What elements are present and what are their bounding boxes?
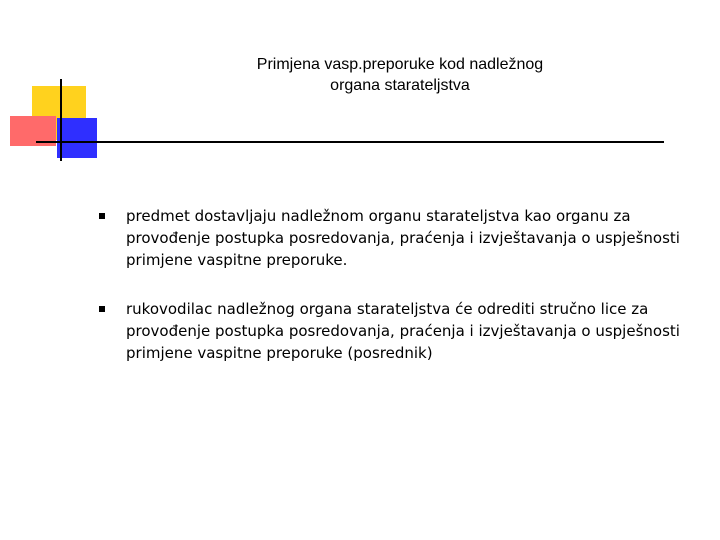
decor-vertical-line	[60, 79, 62, 161]
bullet-item	[98, 205, 688, 271]
decor-blue-square	[57, 118, 97, 158]
bullet-text: rukovodilac nadležnog organa starateljstva će odrediti stručno lice za provođenje postupka posredovanja, praćenja i izvještavanja o uspješnosti primjene vaspitne preporuke (posrednik)	[126, 300, 680, 362]
square-bullet-icon	[99, 213, 105, 219]
bullet-item	[98, 298, 688, 364]
slide-title-line-2: organa starateljstva	[330, 77, 470, 94]
square-bullet-icon	[99, 306, 105, 312]
bullet-list	[98, 205, 688, 391]
slide-title	[170, 54, 630, 96]
bullet-text: predmet dostavljaju nadležnom organu starateljstva kao organu za provođenje postupka posredovanja, praćenja i izvještavanja o uspješnosti primjene vaspitne preporuke.	[126, 207, 680, 269]
title-divider-line	[36, 141, 664, 143]
slide-title-line-1: Primjena vasp.preporuke kod nadležnog	[256, 56, 544, 73]
